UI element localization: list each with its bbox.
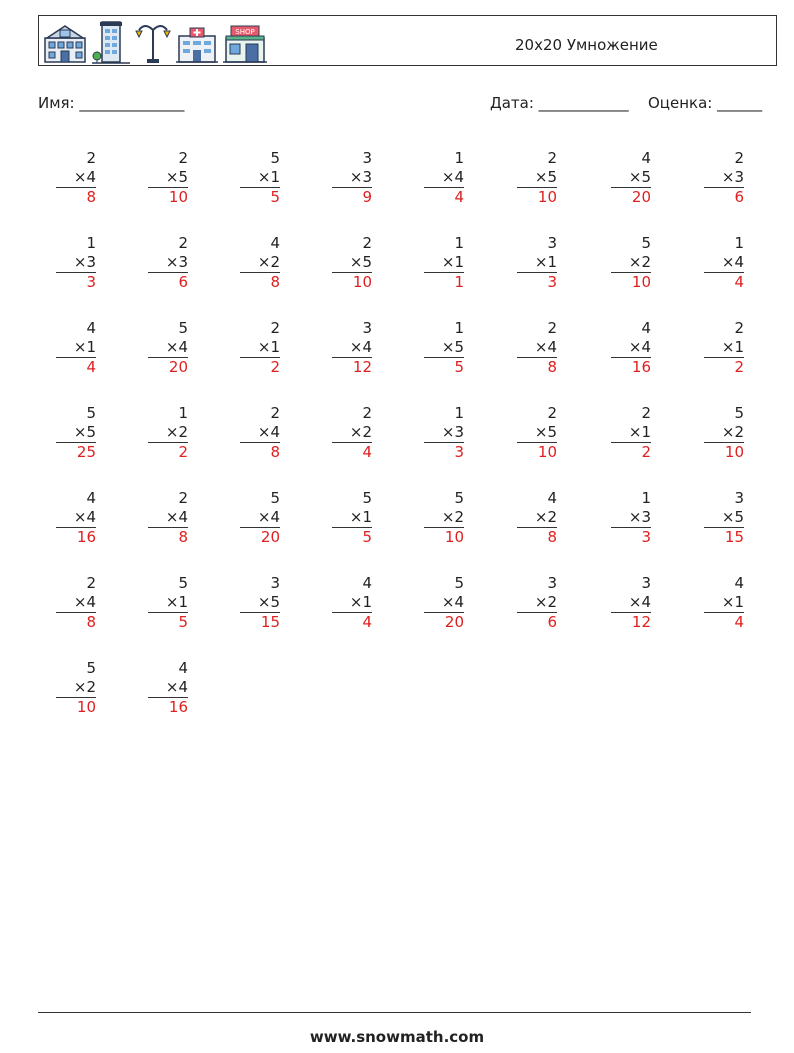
problem-multiplier: ×4 <box>704 253 744 273</box>
problem-item <box>424 149 464 207</box>
problem-multiplicand: 4 <box>178 659 188 677</box>
problem-multiplier: ×2 <box>424 508 464 528</box>
problem-multiplicand: 5 <box>734 404 744 422</box>
problem-answer: 8 <box>270 273 280 291</box>
problem-answer: 10 <box>631 273 651 291</box>
problem-answer: 10 <box>168 188 188 206</box>
problem-multiplicand: 5 <box>86 404 96 422</box>
problem-item <box>704 149 744 207</box>
problem-multiplier: ×3 <box>332 168 372 188</box>
problem-answer: 8 <box>270 443 280 461</box>
problem-item <box>517 404 557 462</box>
problem-multiplier: ×1 <box>148 593 188 613</box>
problem-item <box>424 404 464 462</box>
problem-answer: 16 <box>168 698 188 716</box>
problem-item <box>332 574 372 632</box>
problem-multiplier: ×1 <box>704 593 744 613</box>
problem-item <box>332 149 372 207</box>
problem-item <box>56 404 96 462</box>
problem-multiplicand: 2 <box>734 319 744 337</box>
problem-multiplier: ×3 <box>56 253 96 273</box>
problem-multiplier: ×1 <box>517 253 557 273</box>
problem-multiplicand: 4 <box>86 319 96 337</box>
problem-multiplicand: 5 <box>454 574 464 592</box>
footer-site: www.snowmath.com <box>309 1028 485 1046</box>
problem-item <box>56 149 96 207</box>
problem-multiplicand: 4 <box>86 489 96 507</box>
problem-answer: 10 <box>724 443 744 461</box>
problem-answer: 10 <box>352 273 372 291</box>
problem-multiplier: ×4 <box>424 593 464 613</box>
problem-multiplier: ×1 <box>704 338 744 358</box>
problem-multiplier: ×4 <box>611 338 651 358</box>
problem-item <box>240 574 280 632</box>
problem-multiplicand: 5 <box>641 234 651 252</box>
problem-multiplier: ×1 <box>240 168 280 188</box>
problem-multiplier: ×4 <box>240 508 280 528</box>
problem-answer: 3 <box>454 443 464 461</box>
problem-item <box>148 659 188 717</box>
problem-item <box>704 319 744 377</box>
problem-answer: 5 <box>178 613 188 631</box>
problem-item <box>611 489 651 547</box>
problem-multiplier: ×2 <box>148 423 188 443</box>
problem-multiplicand: 1 <box>86 234 96 252</box>
problem-multiplicand: 5 <box>270 489 280 507</box>
problem-multiplicand: 4 <box>270 234 280 252</box>
problem-multiplicand: 3 <box>362 149 372 167</box>
problem-item <box>424 574 464 632</box>
problem-multiplicand: 1 <box>454 234 464 252</box>
problem-answer: 12 <box>352 358 372 376</box>
problem-multiplier: ×5 <box>517 423 557 443</box>
problem-multiplier: ×3 <box>148 253 188 273</box>
problem-multiplier: ×5 <box>611 168 651 188</box>
problem-answer: 20 <box>631 188 651 206</box>
problem-answer: 25 <box>76 443 96 461</box>
problem-answer: 4 <box>86 358 96 376</box>
problem-multiplier: ×1 <box>56 338 96 358</box>
problem-answer: 3 <box>547 273 557 291</box>
problem-answer: 12 <box>631 613 651 631</box>
problem-answer: 8 <box>86 613 96 631</box>
problem-item <box>240 149 280 207</box>
problem-multiplier: ×2 <box>332 423 372 443</box>
problem-multiplicand: 2 <box>86 149 96 167</box>
problem-answer: 15 <box>260 613 280 631</box>
problem-item <box>517 234 557 292</box>
problem-multiplicand: 4 <box>734 574 744 592</box>
problem-answer: 2 <box>641 443 651 461</box>
problem-item <box>704 489 744 547</box>
problem-item <box>148 149 188 207</box>
problem-multiplicand: 2 <box>362 234 372 252</box>
problem-multiplier: ×3 <box>704 168 744 188</box>
problem-multiplier: ×5 <box>240 593 280 613</box>
problem-answer: 5 <box>270 188 280 206</box>
problem-answer: 5 <box>454 358 464 376</box>
name-field: Имя: ______________ <box>38 94 185 112</box>
problem-answer: 10 <box>76 698 96 716</box>
problem-item <box>704 404 744 462</box>
problem-multiplier: ×4 <box>424 168 464 188</box>
problem-item <box>148 489 188 547</box>
problem-multiplier: ×5 <box>332 253 372 273</box>
problem-answer: 16 <box>631 358 651 376</box>
problem-multiplicand: 2 <box>362 404 372 422</box>
problem-multiplicand: 4 <box>641 149 651 167</box>
problem-multiplicand: 3 <box>734 489 744 507</box>
problem-multiplier: ×3 <box>424 423 464 443</box>
problem-answer: 8 <box>547 528 557 546</box>
problem-multiplicand: 1 <box>641 489 651 507</box>
problem-item <box>332 489 372 547</box>
problem-multiplier: ×2 <box>240 253 280 273</box>
problem-item <box>56 489 96 547</box>
problem-multiplicand: 5 <box>362 489 372 507</box>
problem-answer: 2 <box>734 358 744 376</box>
problem-multiplicand: 5 <box>178 319 188 337</box>
problem-multiplier: ×2 <box>704 423 744 443</box>
problem-multiplier: ×3 <box>611 508 651 528</box>
problem-answer: 8 <box>86 188 96 206</box>
problem-multiplier: ×1 <box>611 423 651 443</box>
problem-answer: 6 <box>178 273 188 291</box>
problem-multiplicand: 3 <box>362 319 372 337</box>
problem-item <box>611 404 651 462</box>
problem-multiplicand: 1 <box>178 404 188 422</box>
problem-answer: 10 <box>537 443 557 461</box>
problem-item <box>240 489 280 547</box>
problem-item <box>611 574 651 632</box>
problem-answer: 6 <box>547 613 557 631</box>
problem-item <box>240 319 280 377</box>
problem-item <box>704 574 744 632</box>
problem-multiplier: ×4 <box>517 338 557 358</box>
problem-answer: 20 <box>260 528 280 546</box>
problem-multiplicand: 1 <box>734 234 744 252</box>
problem-answer: 6 <box>734 188 744 206</box>
problem-answer: 4 <box>362 443 372 461</box>
problem-answer: 8 <box>178 528 188 546</box>
problem-item <box>517 574 557 632</box>
problem-multiplicand: 3 <box>547 574 557 592</box>
problem-multiplicand: 4 <box>641 319 651 337</box>
problem-multiplicand: 2 <box>178 489 188 507</box>
problem-answer: 4 <box>734 613 744 631</box>
problem-item <box>240 234 280 292</box>
problem-answer: 15 <box>724 528 744 546</box>
problem-answer: 8 <box>547 358 557 376</box>
problem-multiplicand: 3 <box>547 234 557 252</box>
problem-multiplier: ×1 <box>240 338 280 358</box>
problem-multiplier: ×5 <box>517 168 557 188</box>
problem-multiplier: ×4 <box>332 338 372 358</box>
problem-item <box>611 319 651 377</box>
problem-multiplier: ×4 <box>56 508 96 528</box>
problem-multiplier: ×5 <box>148 168 188 188</box>
problem-answer: 4 <box>734 273 744 291</box>
problem-item <box>424 489 464 547</box>
problem-multiplier: ×4 <box>56 168 96 188</box>
problem-item <box>56 234 96 292</box>
problem-multiplicand: 2 <box>547 404 557 422</box>
problem-item <box>332 234 372 292</box>
problem-multiplier: ×5 <box>704 508 744 528</box>
problem-multiplier: ×4 <box>611 593 651 613</box>
problem-multiplier: ×2 <box>611 253 651 273</box>
grade-field: Оценка: ______ <box>648 94 763 112</box>
problem-multiplier: ×4 <box>56 593 96 613</box>
problem-item <box>611 234 651 292</box>
problem-item <box>56 659 96 717</box>
problem-multiplier: ×4 <box>148 338 188 358</box>
problem-multiplicand: 5 <box>86 659 96 677</box>
problem-item <box>424 319 464 377</box>
problem-multiplicand: 2 <box>86 574 96 592</box>
problem-multiplier: ×2 <box>517 508 557 528</box>
problem-item <box>240 404 280 462</box>
problem-answer: 3 <box>86 273 96 291</box>
problem-item <box>424 234 464 292</box>
problem-answer: 9 <box>362 188 372 206</box>
problem-multiplicand: 4 <box>547 489 557 507</box>
problem-answer: 5 <box>362 528 372 546</box>
problem-item <box>148 574 188 632</box>
problem-multiplicand: 2 <box>178 234 188 252</box>
problem-item <box>611 149 651 207</box>
problem-item <box>148 234 188 292</box>
svg-text:SHOP: SHOP <box>235 28 255 36</box>
problem-item <box>148 319 188 377</box>
problem-multiplicand: 5 <box>178 574 188 592</box>
problem-item <box>56 574 96 632</box>
problem-item <box>56 319 96 377</box>
problem-answer: 4 <box>454 188 464 206</box>
problem-multiplier: ×1 <box>332 593 372 613</box>
problem-answer: 20 <box>444 613 464 631</box>
footer-divider <box>38 1012 751 1013</box>
problem-item <box>704 234 744 292</box>
problem-multiplicand: 4 <box>362 574 372 592</box>
problem-item <box>332 404 372 462</box>
problem-answer: 2 <box>178 443 188 461</box>
problem-multiplier: ×4 <box>148 678 188 698</box>
problem-multiplier: ×1 <box>424 253 464 273</box>
problem-multiplier: ×1 <box>332 508 372 528</box>
problem-answer: 4 <box>362 613 372 631</box>
problem-multiplier: ×4 <box>240 423 280 443</box>
problem-multiplier: ×2 <box>517 593 557 613</box>
problem-answer: 1 <box>454 273 464 291</box>
problem-answer: 10 <box>537 188 557 206</box>
problem-multiplicand: 1 <box>454 404 464 422</box>
problem-item <box>148 404 188 462</box>
problem-answer: 16 <box>76 528 96 546</box>
problem-multiplicand: 2 <box>734 149 744 167</box>
problem-multiplicand: 2 <box>270 319 280 337</box>
problem-multiplicand: 5 <box>270 149 280 167</box>
date-field: Дата: ____________ <box>490 94 629 112</box>
problem-answer: 2 <box>270 358 280 376</box>
problem-multiplier: ×4 <box>148 508 188 528</box>
problem-multiplicand: 2 <box>547 319 557 337</box>
problem-item <box>517 489 557 547</box>
problem-multiplier: ×2 <box>56 678 96 698</box>
problem-item <box>332 319 372 377</box>
worksheet-title: 20x20 Умножение <box>515 36 658 54</box>
problem-item <box>517 319 557 377</box>
problem-multiplicand: 2 <box>270 404 280 422</box>
problem-multiplier: ×5 <box>56 423 96 443</box>
problem-multiplicand: 1 <box>454 149 464 167</box>
problem-multiplicand: 2 <box>641 404 651 422</box>
problem-multiplicand: 5 <box>454 489 464 507</box>
problem-multiplicand: 3 <box>641 574 651 592</box>
problem-answer: 20 <box>168 358 188 376</box>
problem-multiplicand: 2 <box>178 149 188 167</box>
problem-answer: 3 <box>641 528 651 546</box>
problem-multiplicand: 3 <box>270 574 280 592</box>
problem-multiplicand: 2 <box>547 149 557 167</box>
problem-answer: 10 <box>444 528 464 546</box>
problem-item <box>517 149 557 207</box>
problem-multiplicand: 1 <box>454 319 464 337</box>
problem-multiplier: ×5 <box>424 338 464 358</box>
